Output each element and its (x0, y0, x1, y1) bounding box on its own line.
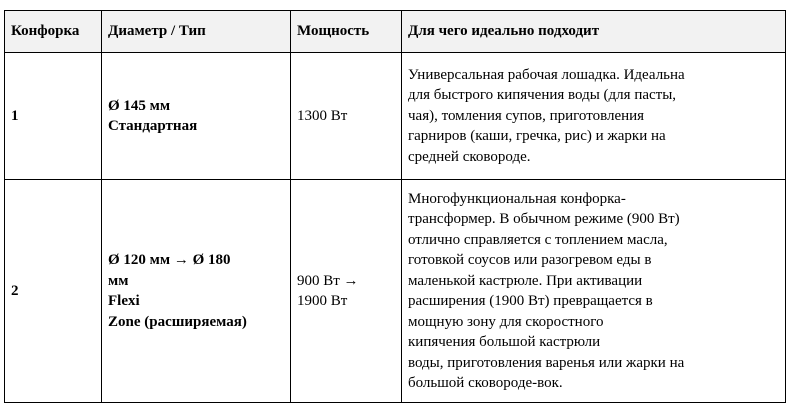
diameter-text: мм (108, 272, 129, 289)
burner-number-cell: 1 (5, 53, 102, 180)
description-line: трансформер. В обычном режиме (900 Вт) (408, 211, 680, 227)
description-line: гарниров (каши, гречка, рис) и жарки на (408, 128, 666, 145)
header-burner: Конфорка (5, 11, 102, 53)
description-line: отлично справляется с топлением масла, (408, 231, 668, 248)
description-cell (402, 180, 786, 403)
description-line: средней сковороде. (408, 148, 531, 165)
type-text: Zone (расширяемая) (108, 313, 247, 330)
diameter-type-cell (102, 180, 291, 403)
power-cell (291, 180, 402, 403)
power-text: 1300 Вт (297, 107, 348, 124)
type-text: Flexi (108, 293, 140, 309)
description-cell (402, 53, 786, 180)
power-cell (291, 53, 402, 180)
description-line: воды, приготовления варенья или жарки на (408, 354, 685, 371)
header-diameter-type: Диаметр / Тип (102, 11, 291, 53)
description-line: Универсальная рабочая лошадка. Идеальна (408, 66, 685, 83)
diameter-text: Ø 120 мм → Ø 180 (108, 252, 231, 268)
power-text: 900 Вт → (297, 272, 359, 289)
description-line: большой сковороде-вок. (408, 375, 563, 391)
header-best-for: Для чего идеально подходит (402, 11, 786, 53)
description-line: для быстрого кипячения воды (для пасты, (408, 87, 677, 104)
table-row (5, 53, 786, 180)
description-line: мощную зону для скоростного (408, 313, 604, 330)
table-header (5, 11, 786, 53)
burner-table (4, 10, 786, 403)
diameter-text: Ø 145 мм (108, 97, 171, 114)
header-row (5, 11, 786, 53)
description-line: чая), томления супов, приготовления (408, 107, 645, 124)
description-line: Многофункциональная конфорка- (408, 190, 626, 207)
description-line: готовкой соусов или разогревом еды в (408, 252, 652, 268)
power-text: 1900 Вт (297, 293, 348, 309)
type-text: Стандартная (108, 118, 198, 134)
description-line: маленькой кастрюле. При активации (408, 272, 643, 289)
description-line: расширения (1900 Вт) превращается в (408, 293, 653, 309)
diameter-type-cell (102, 53, 291, 180)
header-power: Мощность (291, 11, 402, 53)
table-row (5, 180, 786, 403)
description-line: кипячения большой кастрюли (408, 334, 601, 350)
burner-number-cell: 2 (5, 180, 102, 403)
